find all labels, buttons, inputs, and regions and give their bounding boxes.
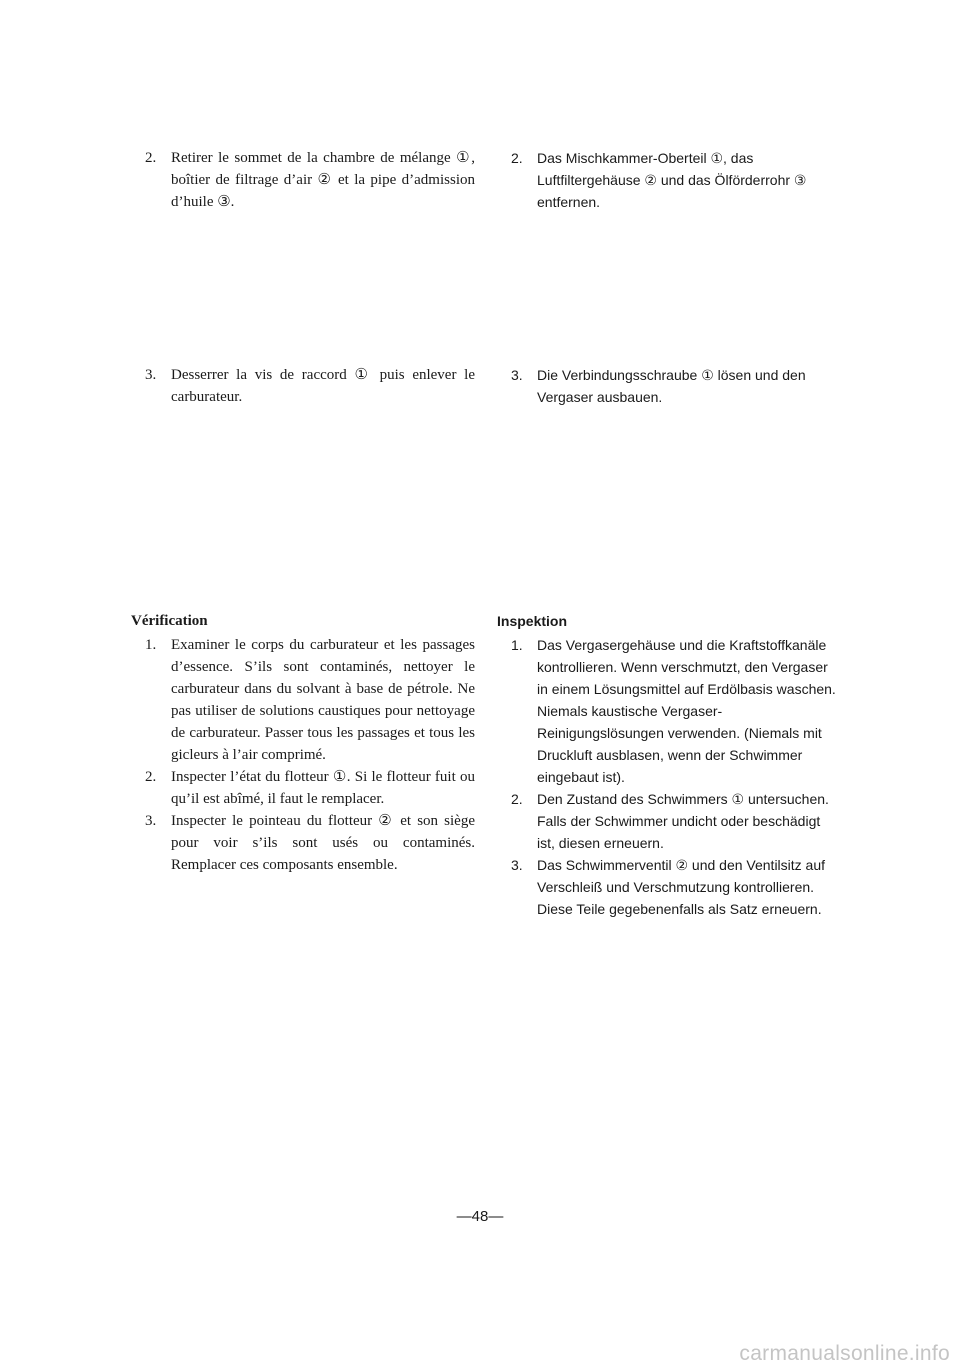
step-number: 3. [145, 367, 157, 383]
section-heading: Vérification [131, 613, 208, 629]
list-item [145, 810, 475, 876]
fr-verification-section [131, 610, 475, 876]
step-number: 2. [145, 150, 157, 166]
list-item [511, 854, 837, 920]
page-number: —48— [456, 1208, 504, 1225]
item-text: Inspecter le pointeau du flotteur ② et son siège pour voir s’ils sont usés ou contaminés. Remplacer ces composants ensemble. [171, 813, 475, 873]
list-item [511, 788, 837, 854]
item-text: Das Vergasergehäuse und die Kraftstoffkanäle kontrollieren. Wenn verschmutzt, den Vergaser in einem Lösungsmittel auf Erdölbasis waschen. Niemals kaustische Vergaser-Reinigungslösungen verwenden. (Niemals mit Druckluft ausblasen, wenn der Schwimmer eingebaut ist). [537, 637, 836, 785]
step-text: Desserrer la vis de raccord ① puis enlever le carburateur. [171, 367, 475, 405]
verification-list [145, 634, 475, 876]
section-heading: Inspektion [497, 613, 568, 629]
fr-step-2 [145, 147, 475, 213]
item-text: Inspecter l’état du flotteur ①. Si le flotteur fuit ou qu’il est abîmé, il faut le remplacer. [171, 769, 475, 807]
item-text: Examiner le corps du carburateur et les passages d’essence. S’ils sont contaminés, nettoyer le carburateur dans du solvant à base de pétrole. Ne pas utiliser de solutions caustiques pour nettoyage de carburateur. Passer tous les passages et tous les gicleurs à l’air comprimé. [171, 637, 475, 763]
step-text: Die Verbindungsschraube ① lösen und den Vergaser ausbauen. [537, 367, 806, 405]
item-number: 3. [511, 857, 523, 873]
watermark: carmanualsonline.info [739, 1342, 950, 1365]
list-item [145, 766, 475, 810]
inspektion-list [511, 634, 837, 920]
item-number: 1. [511, 637, 523, 653]
list-item [145, 634, 475, 766]
item-number: 3. [145, 813, 157, 829]
item-number: 2. [511, 791, 523, 807]
de-step-2 [511, 147, 841, 213]
item-text: Das Schwimmerventil ② und den Ventilsitz auf Verschleiß und Verschmutzung kontrollieren. Diese Teile gegebenenfalls als Satz erneuern. [537, 857, 826, 917]
de-step-3 [511, 364, 841, 408]
item-number: 2. [145, 769, 157, 785]
item-text: Den Zustand des Schwimmers ① untersuchen. Falls der Schwimmer undicht oder beschädigt ist, diesen erneuern. [537, 791, 829, 851]
list-item [511, 634, 837, 788]
step-text: Das Mischkammer-Oberteil ①, das Luftfiltergehäuse ② und das Ölförderrohr ③ entfernen. [537, 150, 807, 210]
step-number: 3. [511, 367, 523, 383]
step-number: 2. [511, 150, 523, 166]
item-number: 1. [145, 637, 157, 653]
de-inspektion-section [497, 610, 837, 920]
step-text: Retirer le sommet de la chambre de mélange ①, boîtier de filtrage d’air ② et la pipe d’admission d’huile ③. [171, 150, 475, 210]
fr-step-3 [145, 364, 475, 408]
